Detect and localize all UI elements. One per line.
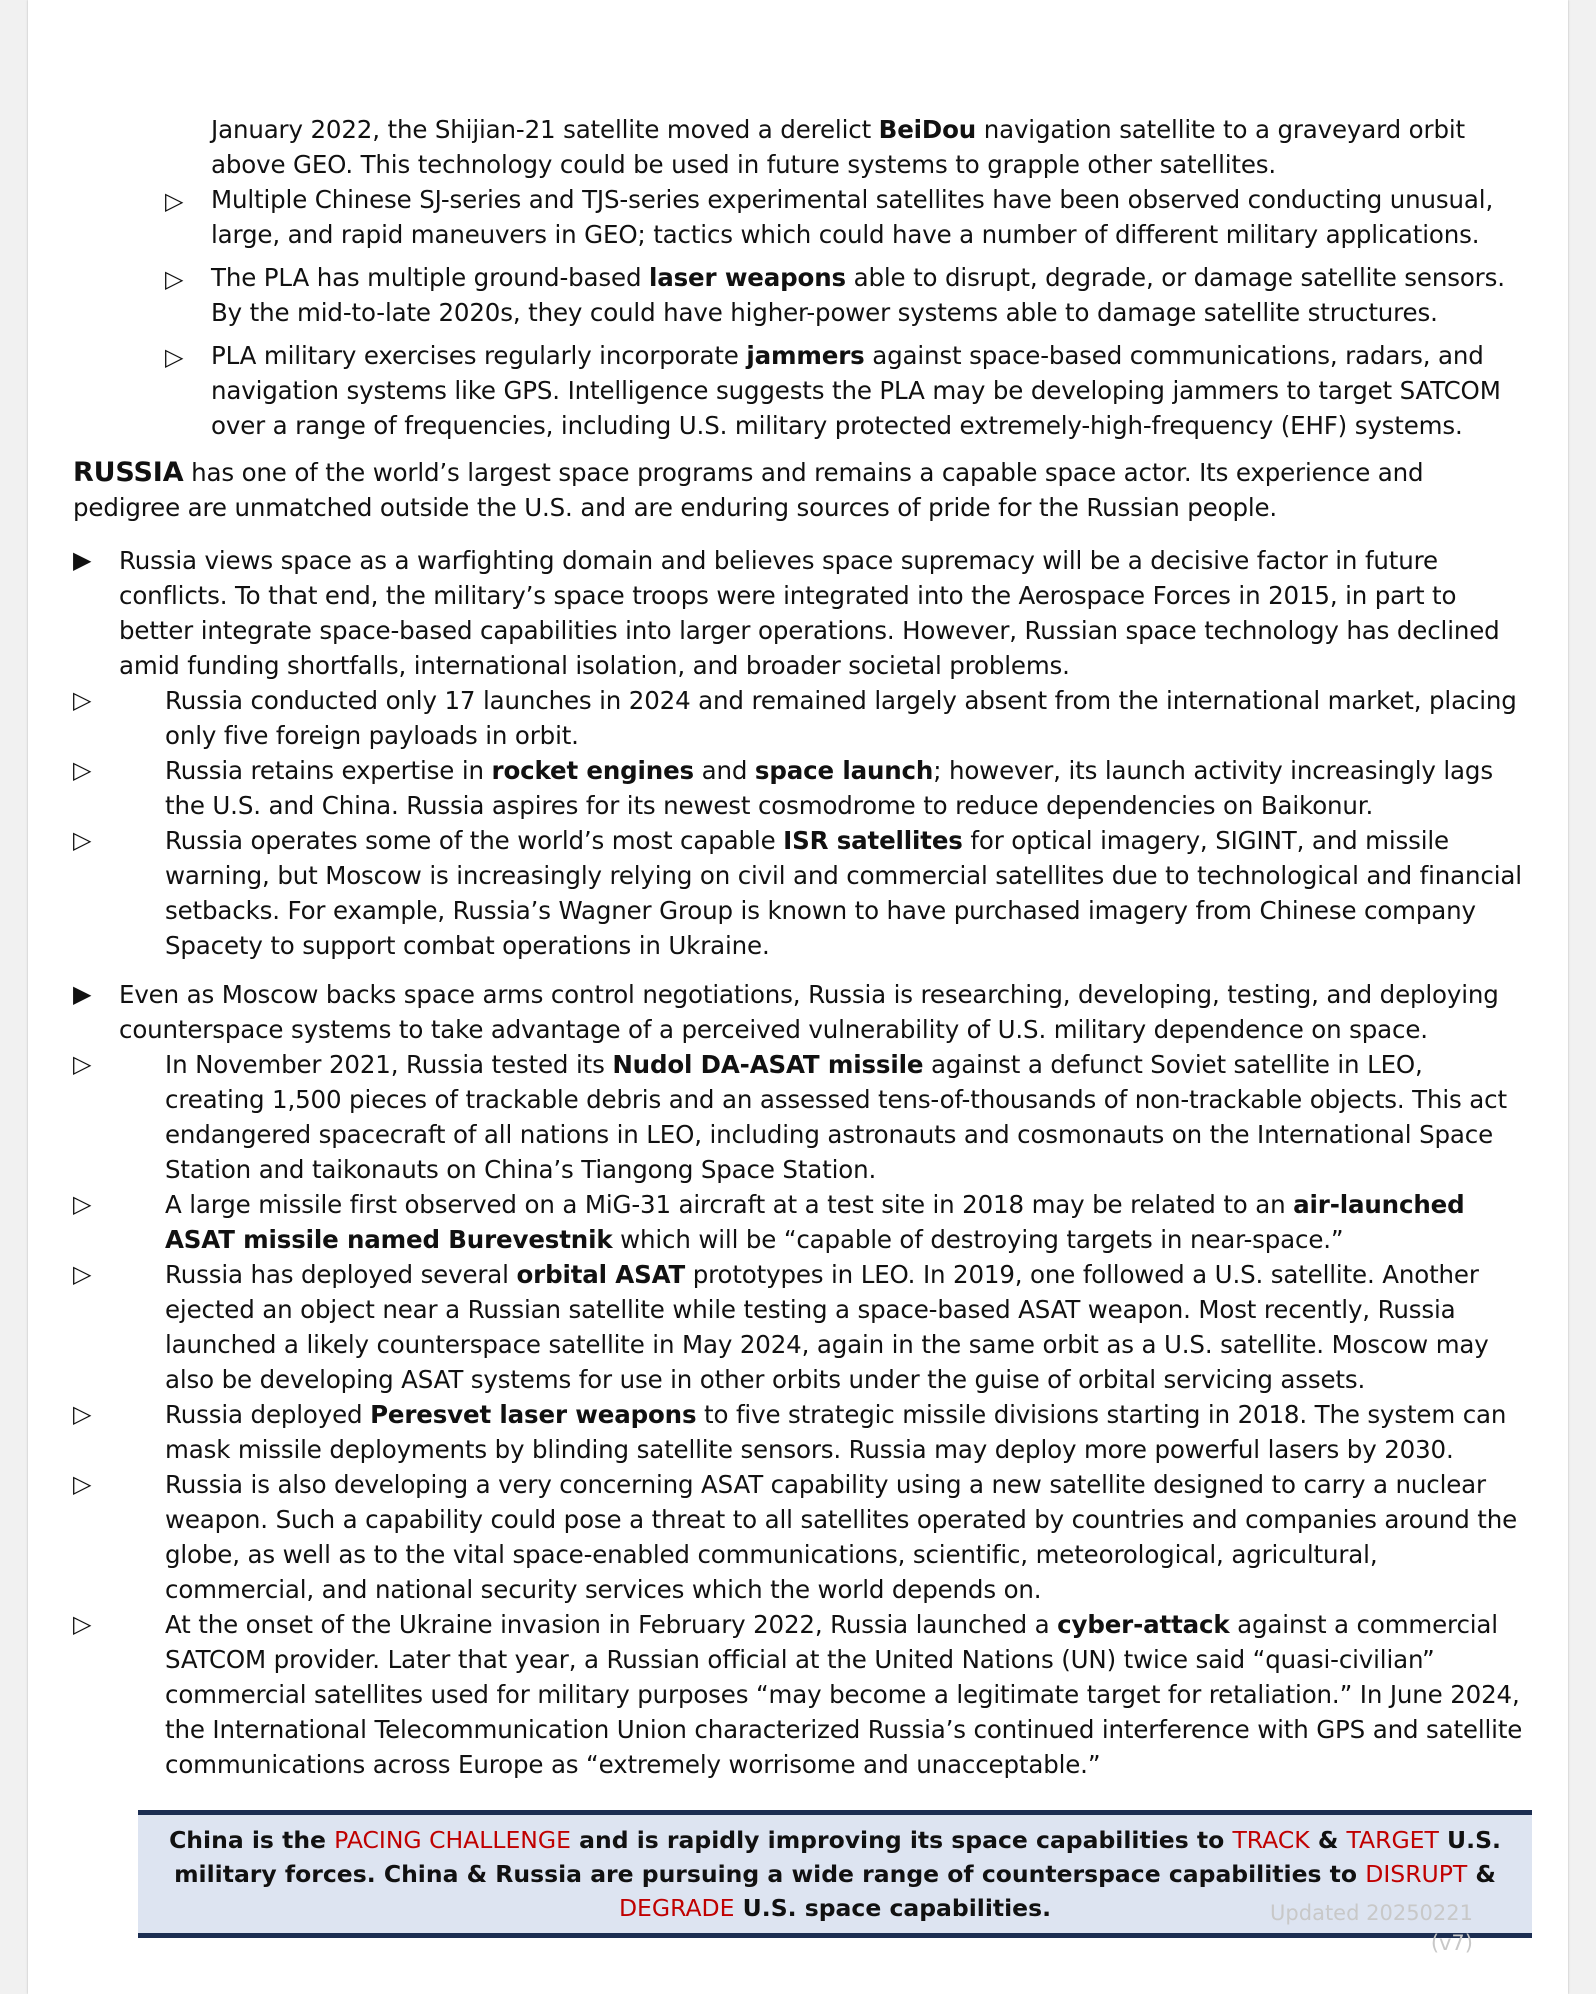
- solid-triangle-bullet-icon: ▶: [73, 546, 92, 574]
- russia-bullet-1: ▶ Russia views space as a warfighting domain and believes space supremacy will be a decisive factor in future conflicts. To that end, the military’s space troops were integrated into the Aerospace Forces in 2015, in part to better integrate space-based capabilities into larger operations. However, Russian space technology has declined amid funding shortfalls, international isolation, and broader societal problems. ▷ Russia conducted only 17 launches in 2024 and remained largely absent from the international market, placing only five foreign payloads in orbit. ▷ Russia retains expertise in rocket engines and space launch; however, its launch activity increasingly lags the U.S. and China. Russia aspires for its newest cosmodrome to reduce dependencies on Baikonur. ▷ Russia operates some of the world’s most capable ISR satellites for optical imagery, SIGINT, and missile warning, but Moscow is increasingly relying on civil and commercial satellites due to technological and financial setbacks. For example, Russia’s Wagner Group is known to have purchased imagery from Chinese company Spacety to support combat operations in Ukraine.: [73, 543, 1529, 963]
- hollow-triangle-bullet-icon: ▷: [73, 1610, 92, 1638]
- highlight-disrupt: DISRUPT: [1365, 1860, 1468, 1888]
- revision-stamp: [1270, 1898, 1473, 1958]
- list-item: ▷ Multiple Chinese SJ-series and TJS-series experimental satellites have been observed conducting unusual, large, and rapid maneuvers in GEO; tactics which could have a number of different military applications.: [165, 185, 1494, 249]
- list-item: ▷ A large missile first observed on a MiG-31 aircraft at a test site in 2018 may be related to an air-launched ASAT missile named Burevestnik which will be “capable of destroying targets in near-space.”: [73, 1187, 1529, 1257]
- list-item: ▷ In November 2021, Russia tested its Nudol DA-ASAT missile against a defunct Soviet satellite in LEO, creating 1,500 pieces of trackable debris and an assessed tens-of-thousands of non-trackable objects. This act endangered spacecraft of all nations in LEO, including astronauts and cosmonauts on the International Space Station and taikonauts on China’s Tiangong Space Station.: [73, 1047, 1529, 1187]
- list-item: ▷ Russia operates some of the world’s most capable ISR satellites for optical imagery, SIGINT, and missile warning, but Moscow is increasingly relying on civil and commercial satellites due to technological and financial setbacks. For example, Russia’s Wagner Group is known to have purchased imagery from Chinese company Spacety to support combat operations in Ukraine.: [73, 823, 1529, 963]
- highlight-track: TRACK: [1232, 1826, 1310, 1854]
- highlight-pacing-challenge: PACING CHALLENGE: [334, 1826, 571, 1854]
- hollow-triangle-bullet-icon: ▷: [73, 1260, 92, 1288]
- list-item: ▷ Russia has deployed several orbital ASAT prototypes in LEO. In 2019, one followed a U.S. satellite. Another ejected an object near a Russian satellite while testing a space-based ASAT weapon. Most recently, Russia launched a likely counterspace satellite in May 2024, again in the same orbit as a U.S. satellite. Moscow may also be developing ASAT systems for use in other orbits under the guise of orbital servicing assets.: [73, 1257, 1529, 1397]
- highlight-target: TARGET: [1346, 1826, 1439, 1854]
- list-item: ▷ The PLA has multiple ground-based laser weapons able to disrupt, degrade, or damage satellite sensors. By the mid-to-late 2020s, they could have higher-power systems able to damage satellite structures.: [165, 263, 1505, 327]
- hollow-triangle-bullet-icon: ▷: [165, 187, 184, 215]
- china-intro-continuation: January 2022, the Shijian-21 satellite moved a derelict BeiDou navigation satellite to a graveyard orbit above GEO. This technology could be used in future systems to grapple other satellites.: [211, 115, 1465, 179]
- russia-intro-paragraph: RUSSIA has one of the world’s largest space programs and remains a capable space actor. Its experience and pedigree are unmatched outside the U.S. and are enduring sources of pride for the Russian people.: [73, 457, 1424, 522]
- updated-date: Updated 20250221: [1270, 1901, 1473, 1925]
- version-label: (v7): [1430, 1931, 1473, 1955]
- hollow-triangle-bullet-icon: ▷: [165, 343, 184, 371]
- russia-bullet-2: ▶ Even as Moscow backs space arms control negotiations, Russia is researching, developing, testing, and deploying counterspace systems to take advantage of a perceived vulnerability of U.S. military dependence on space. ▷ In November 2021, Russia tested its Nudol DA-ASAT missile against a defunct Soviet satellite in LEO, creating 1,500 pieces of trackable debris and an assessed tens-of-thousands of non-trackable objects. This act endangered spacecraft of all nations in LEO, including astronauts and cosmonauts on the International Space Station and taikonauts on China’s Tiangong Space Station. ▷ A large missile first observed on a MiG-31 aircraft at a test site in 2018 may be related to an air-launched ASAT missile named Burevestnik which will be “capable of destroying targets in near-space.” ▷ Russia has deployed several orbital ASAT prototypes in LEO. In 2019, one followed a U.S. satellite. Another ejected an object near a Russian satellite while testing a space-based ASAT weapon. Most recently, Russia launched a likely counterspace satellite in May 2024, again in the same orbit as a U.S. satellite. Moscow may also be developing ASAT systems for use in other orbits under the guise of orbital servicing assets. ▷ Russia deployed Peresvet laser weapons to five strategic missile divisions starting in 2018. The system can mask missile deployments by blinding satellite sensors. Russia may deploy more powerful lasers by 2030. ▷ Russia is also developing a very concerning ASAT capability using a new satellite designed to carry a nuclear weapon. Such a capability could pose a threat to all satellites operated by countries and companies around the globe, as well as to the vital space-enabled communications, scientific, meteorological, agricultural, commercial, and national security services which the world depends on. ▷ At the onset of the Ukraine invasion in February 2022, Russia launched a cyber-attack against a commercial SATCOM provider. Later that year, a Russian official at the United Nations (UN) twice said “quasi-civilian” commercial satellites used for military purposes “may become a legitimate target for retaliation.” In June 2024, the International Telecommunication Union characterized Russia’s continued interference with GPS and satellite communications across Europe as “extremely worrisome and unacceptable.”: [73, 977, 1529, 1782]
- hollow-triangle-bullet-icon: ▷: [165, 265, 184, 293]
- list-item: ▷ PLA military exercises regularly incorporate jammers against space-based communications, radars, and navigation systems like GPS. Intelligence suggests the PLA may be developing jammers to target SATCOM over a range of frequencies, including U.S. military protected extremely-high-frequency (EHF) systems.: [165, 341, 1501, 440]
- hollow-triangle-bullet-icon: ▷: [73, 826, 92, 854]
- list-item: ▷ Russia conducted only 17 launches in 2024 and remained largely absent from the international market, placing only five foreign payloads in orbit.: [73, 683, 1529, 753]
- hollow-triangle-bullet-icon: ▷: [73, 756, 92, 784]
- highlight-degrade: DEGRADE: [618, 1894, 735, 1922]
- list-item: ▷ At the onset of the Ukraine invasion in February 2022, Russia launched a cyber-attack against a commercial SATCOM provider. Later that year, a Russian official at the United Nations (UN) twice said “quasi-civilian” commercial satellites used for military purposes “may become a legitimate target for retaliation.” In June 2024, the International Telecommunication Union characterized Russia’s continued interference with GPS and satellite communications across Europe as “extremely worrisome and unacceptable.”: [73, 1607, 1529, 1782]
- hollow-triangle-bullet-icon: ▷: [73, 1400, 92, 1428]
- solid-triangle-bullet-icon: ▶: [73, 980, 92, 1008]
- hollow-triangle-bullet-icon: ▷: [73, 1190, 92, 1218]
- list-item: ▷ Russia deployed Peresvet laser weapons to five strategic missile divisions starting in 2018. The system can mask missile deployments by blinding satellite sensors. Russia may deploy more powerful lasers by 2030.: [73, 1397, 1529, 1467]
- document-page: [28, 0, 1568, 1994]
- hollow-triangle-bullet-icon: ▷: [73, 1470, 92, 1498]
- document-body: [73, 112, 1529, 1782]
- list-item: ▷ Russia retains expertise in rocket engines and space launch; however, its launch activity increasingly lags the U.S. and China. Russia aspires for its newest cosmodrome to reduce dependencies on Baikonur.: [73, 753, 1529, 823]
- hollow-triangle-bullet-icon: ▷: [73, 686, 92, 714]
- hollow-triangle-bullet-icon: ▷: [73, 1050, 92, 1078]
- section-heading-russia: RUSSIA: [73, 457, 184, 488]
- list-item: ▷ Russia is also developing a very concerning ASAT capability using a new satellite designed to carry a nuclear weapon. Such a capability could pose a threat to all satellites operated by countries and companies around the globe, as well as to the vital space-enabled communications, scientific, meteorological, agricultural, commercial, and national security services which the world depends on.: [73, 1467, 1529, 1607]
- summary-callout-banner: China is the PACING CHALLENGE and is rapidly improving its space capabilities to TRACK & TARGET U.S. military forces. China & Russia are pursuing a wide range of counterspace capabilities to DISRUPT & DEGRADE U.S. space capabilities.: [138, 1810, 1532, 1938]
